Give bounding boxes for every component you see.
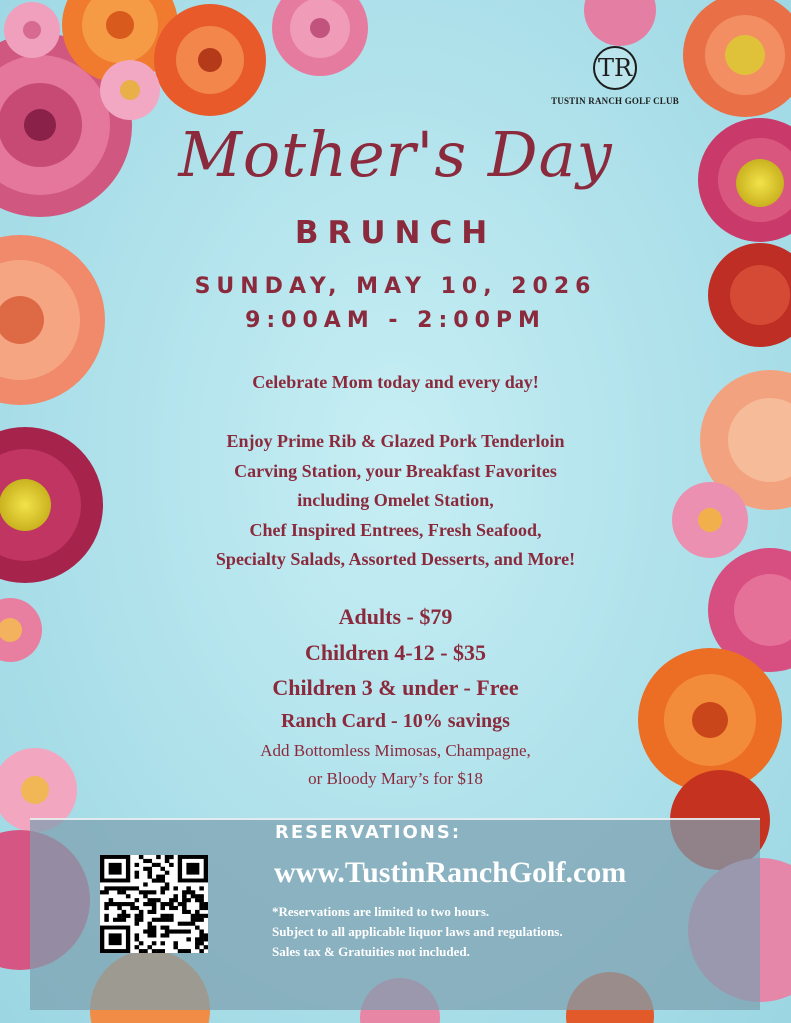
club-logo: [540, 46, 690, 106]
event-title: Mother's Day: [178, 118, 613, 191]
price-children: Children 4-12 - $35: [304, 640, 487, 665]
flower-top-left-5: [100, 60, 160, 120]
addon-line: or Bloody Mary’s for $18: [308, 769, 483, 788]
price-adults: Adults - $79: [338, 604, 453, 629]
reservation-notes: [272, 902, 563, 962]
tagline: Celebrate Mom today and every day!: [252, 372, 539, 392]
note-line: *Reservations are limited to two hours.: [272, 904, 490, 919]
reservations-label: RESERVATIONS:: [275, 822, 462, 843]
price-children-under-3: Children 3 & under - Free: [272, 675, 519, 700]
flower-top-right-2: [584, 0, 656, 46]
flower-top-left-4: [272, 0, 368, 76]
menu-line: including Omelet Station,: [297, 490, 494, 510]
menu-line: Carving Station, your Breakfast Favorites: [234, 460, 557, 481]
qr-code-icon[interactable]: [100, 855, 208, 953]
club-name: TUSTIN RANCH GOLF CLUB: [551, 96, 679, 106]
event-time: 9:00AM - 2:00PM: [245, 308, 546, 333]
reservations-url-link[interactable]: www.TustinRanchGolf.com: [274, 856, 627, 889]
flower-top-left-6: [4, 2, 60, 58]
price-ranch-card: Ranch Card - 10% savings: [281, 710, 510, 732]
flower-top-right-1: [683, 0, 791, 117]
event-subtitle: BRUNCH: [294, 215, 497, 251]
note-line: Sales tax & Gratuities not included.: [272, 944, 470, 959]
note-line: Subject to all applicable liquor laws and regulations.: [272, 924, 563, 939]
price-list: [0, 598, 791, 793]
menu-description: [0, 427, 791, 575]
menu-line: Enjoy Prime Rib & Glazed Pork Tenderloin: [226, 431, 565, 451]
flower-top-left-3: [154, 4, 266, 116]
addon-line: Add Bottomless Mimosas, Champagne,: [260, 741, 531, 760]
menu-line: Chef Inspired Entrees, Fresh Seafood,: [249, 519, 542, 540]
tr-monogram-icon: TR: [593, 46, 637, 90]
menu-line: Specialty Salads, Assorted Desserts, and More!: [215, 549, 576, 569]
event-date: SUNDAY, MAY 10, 2026: [194, 274, 597, 299]
